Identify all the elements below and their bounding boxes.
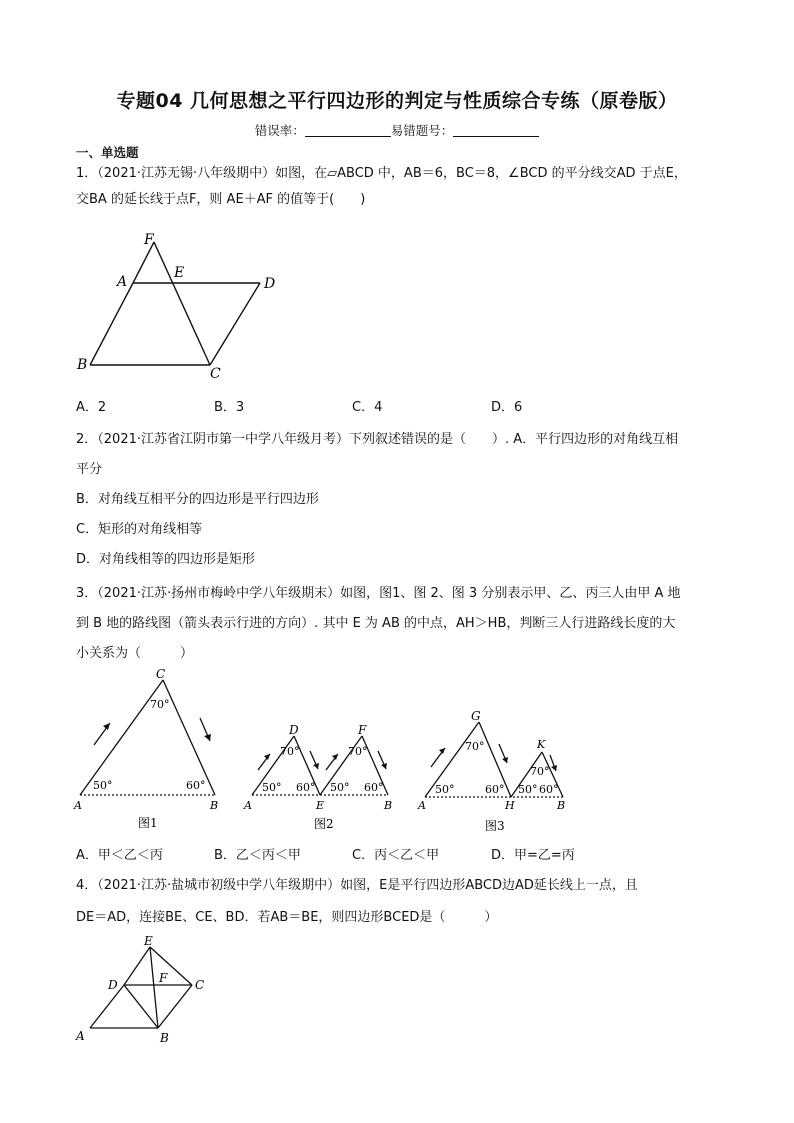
fig3-angle-60-1: 60°: [485, 783, 505, 796]
question-3-figure-2: [238, 718, 398, 833]
question-3-line-3: 小关系为（ ）: [76, 646, 194, 661]
fig2-angle-70-1: 70°: [280, 745, 300, 758]
question-3: [76, 579, 726, 669]
fig3-angle-70-2: 70°: [530, 765, 550, 778]
easy-error-label: 易错题号：: [390, 123, 454, 138]
label-F: F: [144, 232, 154, 248]
question-4-line-1: 4．（2021·江苏·盐城市初级中学八年级期中）如图，E是平行四边形ABCD边AD延长线上一点，且: [76, 878, 638, 893]
question-2-line-1: 2．（2021·江苏省江阴市第一中学八年级月考）下列叙述错误的是（ ）. A．平行四边形的对角线互相: [76, 432, 679, 447]
question-3-figure-1: [70, 665, 230, 835]
page-title: 专题04 几何思想之平行四边形的判定与性质综合专练（原卷版）: [116, 90, 678, 112]
question-1-line-1: 1．（2021·江苏无锡·八年级期中）如图，在▱ABCD 中，AB＝6，BC＝8，∠BCD 的平分线交AD 于点E，: [76, 166, 687, 181]
question-1: [76, 161, 726, 213]
question-2-option-c: C．矩形的对角线相等: [76, 522, 203, 537]
fig2-caption: 图2: [314, 817, 334, 831]
question-1-figure: [70, 228, 310, 383]
question-4: [76, 870, 726, 934]
fig3-label-H: H: [505, 799, 515, 812]
fig2-label-B: B: [384, 799, 393, 812]
fig2-label-F: F: [358, 723, 367, 737]
question-3-line-1: 3．（2021·江苏·扬州市梅岭中学八年级期末）如图，图1、图 2、图 3 分别表示甲、乙、丙三人由甲 A 地: [76, 586, 681, 601]
q4-label-D: D: [108, 978, 118, 992]
fig3-label-K: K: [537, 738, 546, 751]
fig3-label-G: G: [471, 709, 481, 723]
question-2-option-b: B．对角线互相平分的四边形是平行四边形: [76, 492, 319, 507]
question-4-figure: [70, 930, 220, 1048]
q1-option-a: A．2: [76, 400, 107, 415]
q4-label-A: A: [76, 1029, 85, 1043]
q1-option-d: D．6: [491, 400, 523, 415]
q4-label-F: F: [159, 971, 168, 985]
q1-option-c: C．4: [352, 400, 383, 415]
fig2-angle-60-1: 60°: [296, 781, 316, 794]
fig3-angle-60-2: 60°: [539, 783, 559, 796]
fig2-angle-70-2: 70°: [348, 745, 368, 758]
fig2-angle-60-2: 60°: [364, 781, 384, 794]
fig2-label-D: D: [289, 723, 299, 737]
label-A: A: [117, 274, 128, 290]
fig2-angle-50-2: 50°: [330, 781, 350, 794]
fig1-label-B: B: [210, 799, 219, 812]
fig1-caption: 图1: [138, 816, 158, 830]
fig3-angle-50-2: 50°: [518, 783, 538, 796]
q4-label-C: C: [195, 978, 205, 992]
label-B: B: [77, 357, 88, 373]
label-E: E: [174, 265, 185, 281]
question-4-line-2: DE＝AD，连接BE、CE、BD．若AB＝BE，则四边形BCED是（ ）: [76, 910, 498, 925]
question-1-line-2: 交BA 的延长线于点F，则 AE＋AF 的值等于( ): [76, 192, 366, 207]
answer-record-line: [0, 121, 794, 139]
label-D: D: [264, 276, 276, 292]
q3-option-d: D．甲=乙=丙: [491, 848, 575, 863]
fig2-label-E: E: [316, 799, 325, 812]
fig1-angle-left: 50°: [93, 779, 113, 792]
easy-error-blank: [453, 124, 539, 137]
question-3-line-2: 到 B 地的路线图（箭头表示行进的方向）. 其中 E 为 AB 的中点，AH＞HB，判断三人行进路线长度的大: [76, 616, 676, 631]
question-2: [76, 425, 726, 575]
q3-option-b: B．乙＜丙＜甲: [214, 848, 301, 863]
label-C: C: [210, 366, 221, 382]
fig3-label-B: B: [557, 799, 566, 812]
q1-option-b: B．3: [214, 400, 245, 415]
error-rate-label: 错误率：: [254, 123, 305, 138]
question-3-figure-3: [415, 705, 575, 837]
fig3-caption: 图3: [485, 819, 505, 833]
error-rate-blank: [305, 124, 391, 137]
q3-option-c: C．丙＜乙＜甲: [352, 848, 440, 863]
q4-label-B: B: [160, 1031, 169, 1045]
question-2-option-d: D．对角线相等的四边形是矩形: [76, 552, 256, 567]
fig3-angle-70-1: 70°: [465, 740, 485, 753]
section-heading: 一、单选题: [76, 145, 139, 160]
fig3-angle-50-1: 50°: [435, 783, 455, 796]
q3-option-a: A．甲＜乙＜丙: [76, 848, 163, 863]
fig1-label-C: C: [156, 667, 166, 681]
fig1-angle-top: 70°: [150, 698, 170, 711]
fig3-label-A: A: [418, 799, 426, 812]
fig2-label-A: A: [244, 799, 252, 812]
question-2-line-2: 平分: [76, 462, 103, 477]
fig1-angle-right: 60°: [186, 779, 206, 792]
fig2-angle-50-1: 50°: [262, 781, 282, 794]
q4-label-E: E: [144, 934, 153, 948]
fig1-label-A: A: [74, 799, 82, 812]
